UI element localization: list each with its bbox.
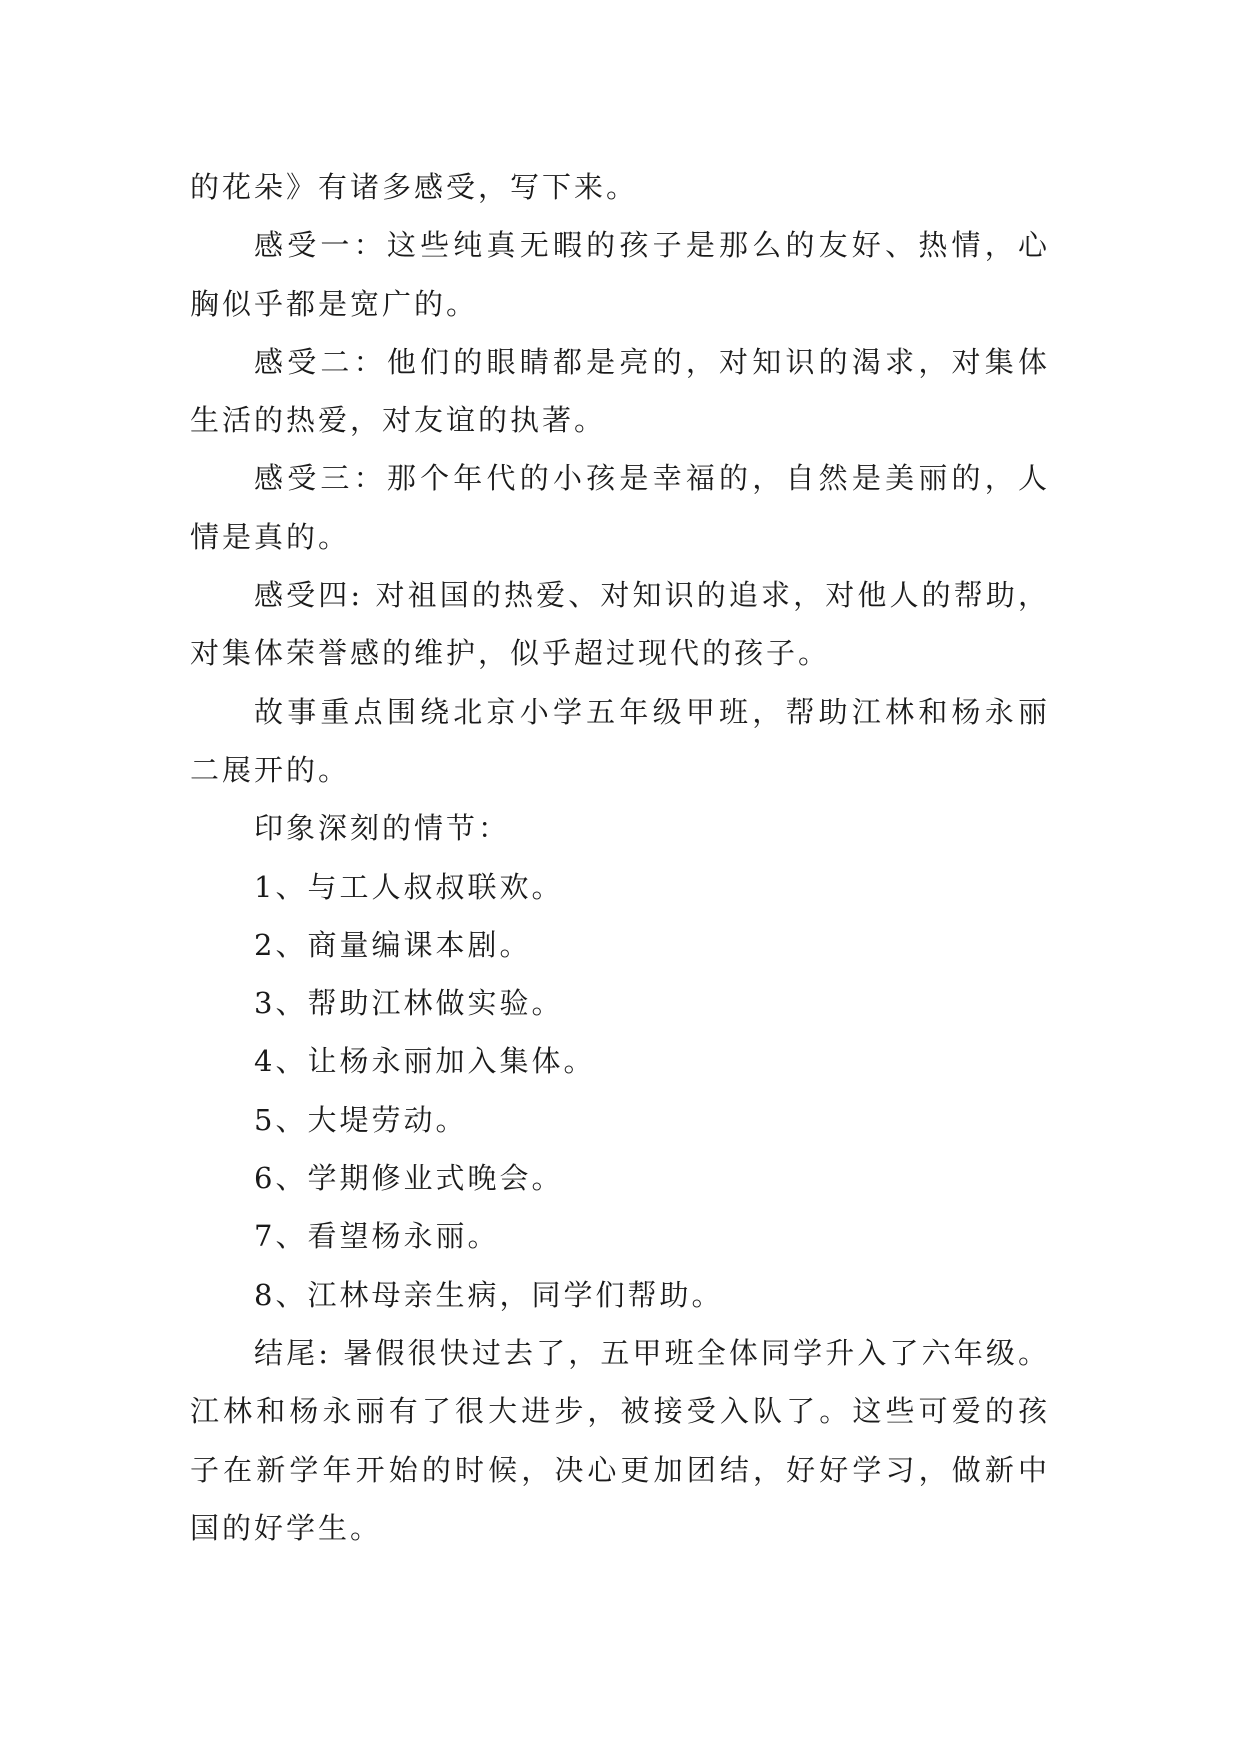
paragraph: 感受一：这些纯真无暇的孩子是那么的友好、热情，心胸似乎都是宽广的。 xyxy=(190,228,1050,321)
list-item: 6、学期修业式晚会。 xyxy=(254,1161,564,1196)
paragraph: 故事重点围绕北京小学五年级甲班，帮助江林和杨永丽二展开的。 xyxy=(190,694,1050,787)
paragraph: 感受四: 对祖国的热爱、对知识的追求，对他人的帮助，对集体荣誉感的维护，似乎超过现代的孩子。 xyxy=(190,578,1050,671)
list-item: 2、商量编课本剧。 xyxy=(254,927,532,962)
paragraph: 感受二：他们的眼睛都是亮的，对知识的渴求，对集体生活的热爱，对友谊的执著。 xyxy=(190,344,1050,438)
paragraph: 结尾: 暑假很快过去了，五甲班全体同学升入了六年级。江林和杨永丽有了很大进步，被接受入队了。这些可爱的孩子在新学年开始的时候，决心更加团结，好好学习，做新中国的好学生。 xyxy=(190,1335,1050,1545)
list-item: 8、江林母亲生病，同学们帮助。 xyxy=(254,1277,724,1312)
list-item: 1、与工人叔叔联欢。 xyxy=(254,869,564,904)
list-item: 5、大堤劳动。 xyxy=(254,1102,468,1137)
list-item: 4、让杨永丽加入集体。 xyxy=(254,1044,596,1079)
document-body xyxy=(190,158,1050,1557)
list-item: 3、帮助江林做实验。 xyxy=(254,986,564,1021)
paragraph: 的花朵》有诸多感受，写下来。 xyxy=(190,170,639,204)
list-item: 7、看望杨永丽。 xyxy=(254,1219,500,1254)
paragraph: 感受三：那个年代的小孩是幸福的，自然是美丽的，人情是真的。 xyxy=(190,461,1050,554)
section-heading: 印象深刻的情节： xyxy=(254,811,511,846)
